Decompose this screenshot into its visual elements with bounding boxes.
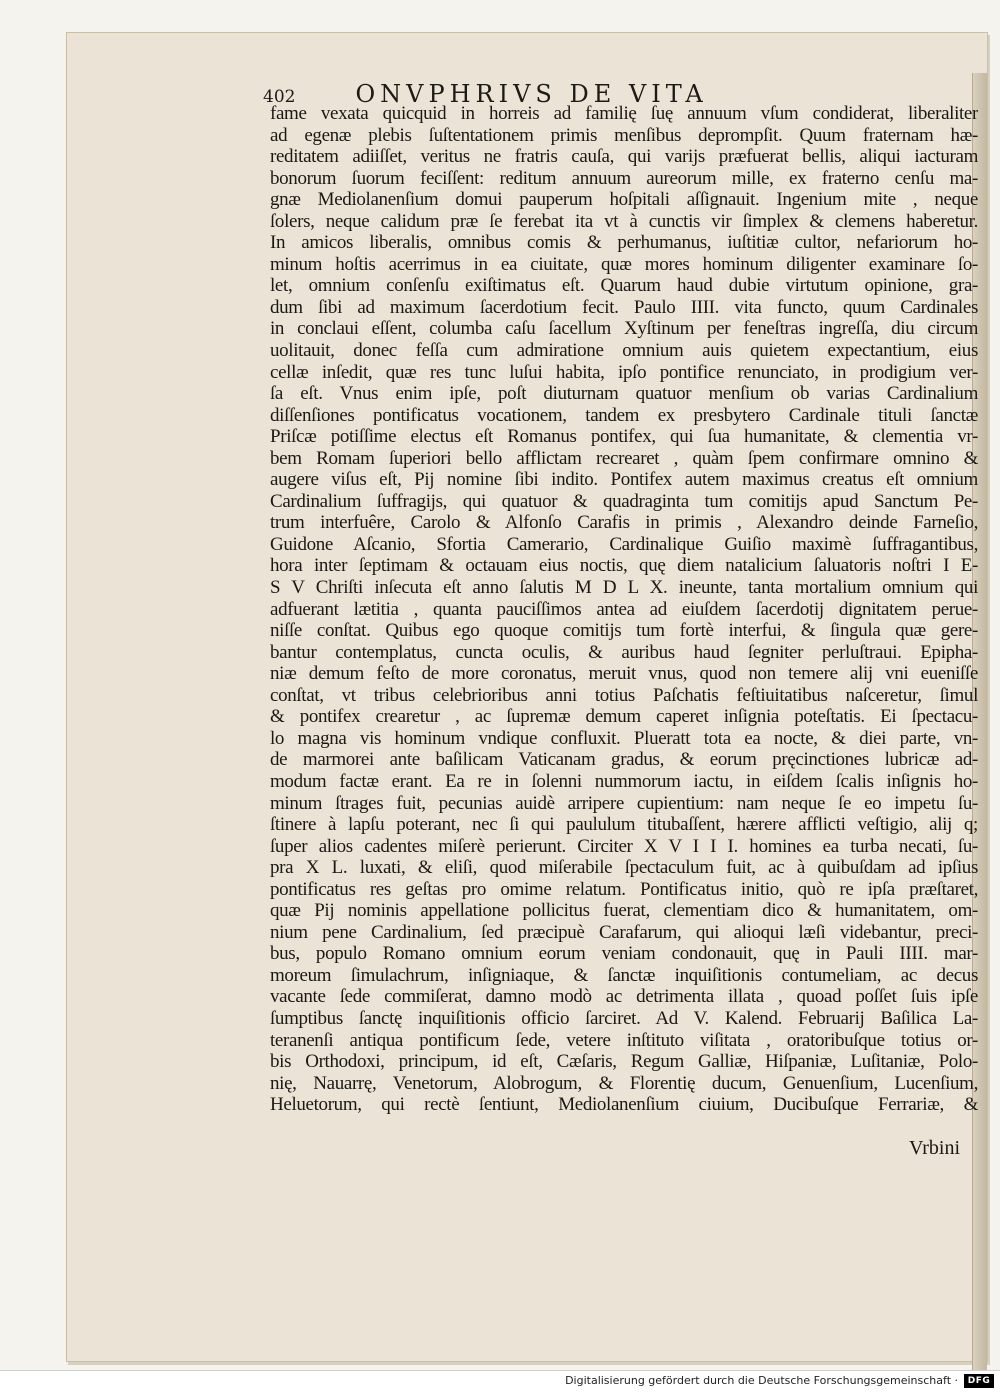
catchword: Vrbini bbox=[908, 1137, 960, 1159]
text-line: gnæ Mediolanenſium domui pauperum hoſpitali aſſignauit. Ingenium mite , neque bbox=[270, 189, 978, 211]
text-line: niſſe conſtat. Quibus ego quoque comitijs tum fortè interfui, & ſingula quæ gere- bbox=[270, 620, 978, 642]
funding-notice: Digitalisierung gefördert durch die Deutsche Forschungsgemeinschaft · bbox=[565, 1374, 958, 1387]
text-line: ſtinere à lapſu poterant, nec ſi qui paululum titubaſſent, hærere afflicti veſtigio, alij q; bbox=[270, 814, 978, 836]
body-text bbox=[270, 103, 978, 1116]
text-line: diſſenſiones pontificatus vocationem, tandem ex presbytero Cardinale tituli ſanctæ bbox=[270, 404, 978, 426]
text-line: pontificatus res geſtas pro omime relatum. Pontificatus initio, quò re ipſa præſtaret, bbox=[270, 878, 978, 900]
text-line: ſuper alios cadentes miſerè perierunt. Circiter X V I I I. homines ea turba necati, ſu- bbox=[270, 835, 978, 857]
text-line: augere viſus eſt, Pij nomine ſibi indito. Pontifex autem maximus creatus eſt omnium bbox=[270, 469, 978, 491]
text-line: de marmorei ante baſilicam Vaticanam gradus, & eorum pręcinctiones lubricæ ad- bbox=[270, 749, 978, 771]
text-line: cellæ inſedit, quæ res tunc luſui habita, ipſo pontifice renunciato, in prodigium ver- bbox=[270, 361, 978, 383]
text-line: Guidone Aſcanio, Sfortia Camerario, Cardinalique Guiſio maximè ſuffragantibus, bbox=[270, 533, 978, 555]
text-line: nię, Nauarrę, Venetorum, Alobrogum, & Florentię ducum, Genuenſium, Lucenſium, bbox=[270, 1072, 978, 1094]
text-line: moreum ſimulachrum, inſigniaque, & ſanctæ inquiſitionis contumeliam, ac decus bbox=[270, 964, 978, 986]
text-line: lo magna vis hominum vndique confluxit. Plueratt tota ea nocte, & diei parte, vn- bbox=[270, 727, 978, 749]
text-line: trum interfuêre, Carolo & Alfonſo Carafis in primis , Alexandro deinde Farneſio, bbox=[270, 512, 978, 534]
text-line: Heluetorum, qui rectè ſentiunt, Mediolanenſium ciuium, Ducibuſque Ferrariæ, & bbox=[270, 1094, 978, 1116]
text-line: teranenſi antiqua pontificum ſede, vetere inſtituto viſitata , oratoribuſque totius or- bbox=[270, 1029, 978, 1051]
text-line: In amicos liberalis, omnibus comis & perhumanus, iuſtitiæ cultor, nefariorum ho- bbox=[270, 232, 978, 254]
text-line: minum hoſtis acerrimus in ea ciuitate, quæ mores hominum diligenter examinare ſo- bbox=[270, 253, 978, 275]
running-title: ONVPHRIVS DE VITA bbox=[355, 80, 708, 108]
text-line: bantur contemplatus, cuncta oculis, & auribus haud ſegniter perluſtraui. Epipha- bbox=[270, 641, 978, 663]
text-line: & pontifex crearetur , ac ſupremæ demum caperet inſignia poteſtatis. Ei ſpectacu- bbox=[270, 706, 978, 728]
dfg-logo-icon: DFG bbox=[964, 1374, 994, 1388]
text-line: reditatem adiiſſet, veritus ne fratris cauſa, qui varijs præfuerat bellis, aliqui iacturam bbox=[270, 146, 978, 168]
text-line: ſumptibus ſanctę inquiſitionis officio ſarciret. Ad V. Kalend. Februarij Baſilica La- bbox=[270, 1007, 978, 1029]
text-line: nium pene Cardinalium, ſed præcipuè Carafarum, qui alioqui læſi videbantur, preci- bbox=[270, 921, 978, 943]
text-line: dum ſibi ad maximum ſacerdotium fecit. Paulo IIII. vita functo, quum Cardinales bbox=[270, 296, 978, 318]
text-line: ſa eſt. Vnus enim ipſe, poſt diuturnam quatuor menſium ob varias Cardinalium bbox=[270, 383, 978, 405]
text-line: conſtat, vt tribus celebrioribus anni totius Paſchatis feſtiuitatibus naſceretur, ſimul bbox=[270, 684, 978, 706]
text-line: Priſcæ potiſſime electus eſt Romanus pontifex, qui ſua humanitate, & clementia vr- bbox=[270, 426, 978, 448]
text-line: adfuerant lætitia , quanta pauciſſimos antea ad eiuſdem ſacerdotij dignitatem perue- bbox=[270, 598, 978, 620]
text-line: uolitauit, donec feſſa cum admiratione omnium auis quietem expectantium, eius bbox=[270, 340, 978, 362]
text-line: vacante ſede commiſerat, damno modò ac detrimenta illata , quoad poſſet ſuis ipſe bbox=[270, 986, 978, 1008]
text-line: bem Romam ſuperiori bello afflictam recrearet , quàm ſpem confirmare omnino & bbox=[270, 447, 978, 469]
text-line: ad egenæ plebis ſuſtentationem primis menſibus deprompſit. Quum fraternam hæ- bbox=[270, 124, 978, 146]
text-line: bonorum ſuorum feciſſent: reditum annuum aureorum mille, ex fraterno cenſu ma- bbox=[270, 167, 978, 189]
text-line: pra X L. luxati, & eliſi, quod miſerabile ſpectaculum fuit, ac à quibuſdam ad ipſius bbox=[270, 857, 978, 879]
text-line: in conclaui eſſent, columba caſu ſacellum Xyſtinum per feneſtras ingreſſa, diu circum bbox=[270, 318, 978, 340]
text-line: ſolers, neque calidum præ ſe ferebat ita vt à cunctis vir ſimplex & clemens haberetur. bbox=[270, 210, 978, 232]
text-line: minum ſtrages fuit, pecunias auidè arripere cupientium: nam neque ſe eo impetu ſu- bbox=[270, 792, 978, 814]
text-line: hora inter ſeptimam & octauam eius noctis, quę diem natalicium ſaluatoris noſtri I E- bbox=[270, 555, 978, 577]
text-line: niæ demum feſto de more coronatus, meruit vnus, quod non temere alij vni eueniſſe bbox=[270, 663, 978, 685]
text-line: bis Orthodoxi, principum, id eſt, Cæſaris, Regum Galliæ, Hiſpaniæ, Luſitaniæ, Polo- bbox=[270, 1051, 978, 1073]
text-line: bus, populo Romano omnium eorum veniam condonauit, quę in Pauli IIII. mar- bbox=[270, 943, 978, 965]
text-line: fame vexata quicquid in horreis ad familię ſuę annuum vſum condiderat, liberaliter bbox=[270, 103, 978, 124]
text-line: S V Chriſti inſecuta eſt anno ſalutis M D L X. ineunte, tanta mortalium omnium qui bbox=[270, 577, 978, 599]
footer-bar bbox=[0, 1370, 1000, 1392]
text-line: modum factæ erant. Ea re in ſolenni nummorum iactu, in eiſdem ſcalis inſignis ho- bbox=[270, 770, 978, 792]
text-line: quæ Pij nominis appellatione pollicitus fuerat, clementiam dico & humanitatem, om- bbox=[270, 900, 978, 922]
text-line: Cardinalium ſuffragijs, qui quatuor & quadraginta tum comitijs apud Sanctum Pe- bbox=[270, 490, 978, 512]
page-number: 402 bbox=[263, 87, 296, 107]
text-line: let, omnium conſenſu exiſtimatus eſt. Quarum haud dubie virtutum opinione, gra- bbox=[270, 275, 978, 297]
